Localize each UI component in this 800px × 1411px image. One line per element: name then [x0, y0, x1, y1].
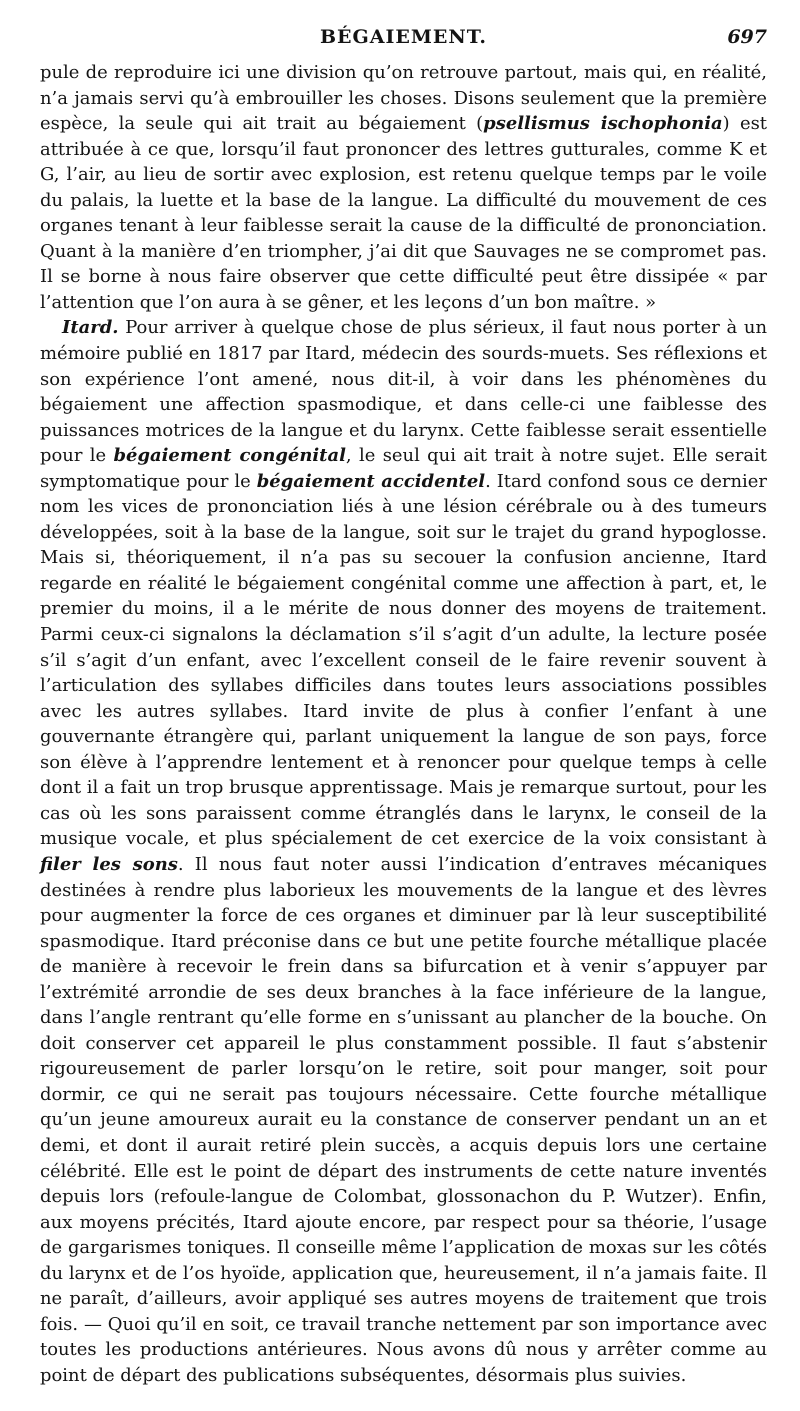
text-run: . Il nous faut noter aussi l’indication d’entraves mécaniques destinées à rendre plus laborieux les mouvements de la langue et des lèvres pour augmenter la force de ces organes et diminuer par là leur susceptibilité spasmodique. Itard préconise dans ce but une petite fourche métallique placée de manière à recevoir le frein dans sa bifurcation et à venir s’appuyer par l’extrémité arrondie de ses deux branches à la face inférieure de la langue, dans l’angle rentrant qu’elle forme en s’unissant au plancher de la bouche. On doit conserver cet appareil le plus constamment possible. Il faut s’abstenir rigoureusement de parler lorsqu’on le retire, soit pour manger, soit pour dormir, ce qui ne serait pas toujours nécessaire. Cette fourche métallique qu’un jeune amoureux aurait eu la constance de conserver pendant un an et demi, et dont il aurait retiré plein succès, a acquis depuis lors une certaine célébrité. Elle est le point de départ des instruments de cette nature inventés depuis lors (refoule-langue de Colombat, glossonachon du P. Wutzer). Enfin, aux moyens précités, Itard ajoute encore, par respect pour sa théorie, l’usage de gargarismes toniques. Il conseille même l’application de moxas sur les côtés du larynx et de l’os hyoïde, application que, heureusement, il n’a jamais faite. Il ne paraît, d’ailleurs, avoir appliqué ses autres moyens de traitement que trois fois. — Quoi qu’il en soit, ce travail tranche nettement par son importance avec toutes les productions antérieures. Nous avons dû nous y arrêter comme au point de départ des publications subséquentes, désormais plus suivies.	[40, 853, 767, 1386]
page-number: 697	[727, 26, 767, 48]
text-run: . Itard confond sous ce dernier nom les vices de prononciation liés à une lésion cérébrale ou à des tumeurs développées, soit à la base de la langue, soit sur le trajet du grand hypoglosse. Mais si, théoriquement, il n’a pas su secouer la confusion ancienne, Itard regarde en réalité le bégaiement congénital comme une affection à part, et, le premier du moins, il a le mérite de nous donner des moyens de traitement. Parmi ceux-ci signalons la déclamation s’il s’agit d’un adulte, la lecture posée s’il s’agit d’un enfant, avec l’excellent conseil de le faire revenir souvent à l’articulation des syllabes difficiles dans toutes leurs associations possibles avec les autres syllabes. Itard invite de plus à confier l’enfant à une gouvernante étrangère qui, parlant uniquement la langue de son pays, force son élève à l’apprendre lentement et à renoncer pour quelque temps à celle dont il a fait un trop brusque apprentissage. Mais je remarque surtout, pour les cas où les sons paraissent comme étranglés dans le larynx, le conseil de la musique vocale, et plus spécialement de cet exercice de la voix consistant à	[40, 470, 767, 850]
running-head	[40, 26, 767, 60]
italic-term: filer les sons	[40, 853, 178, 875]
paragraph-lead-name: Itard.	[62, 317, 119, 339]
italic-term: bégaiement congénital	[113, 445, 346, 467]
text-run: Pour arriver à quelque chose de plus sérieux, il faut nous porter à un mémoire publié en 1817 par Itard, médecin des sourds-muets. Ses réflexions et son expérience l’ont amené, nous dit-il, à voir dans les phénomènes du bégaiement une affection spasmodique, et dans celle-ci une faiblesse des puissances motrices de la langue et du larynx. Cette faiblesse serait essentielle pour le	[40, 317, 767, 467]
running-title: BÉGAIEMENT.	[319, 26, 488, 48]
italic-term: bégaiement accidentel	[256, 470, 486, 492]
italic-term: psellismus ischophonia	[483, 113, 723, 135]
text-run: , le seul qui ait trait à notre sujet. Elle serait symptomatique pour le	[40, 445, 767, 492]
text-run: ) est attribuée à ce que, lorsqu’il faut prononcer des lettres gutturales, comme K et G, l’air, au lieu de sortir avec explosion, est retenu quelque temps par le voile du palais, la luette et la base de la langue. La difficulté du mouvement de ces organes tenant à leur faiblesse serait la cause de la difficulté de prononciation. Quant à la manière d’en triompher, j’ai dit que Sauvages ne se compromet pas. Il se borne à nous faire observer que cette difficulté peut être dissipée « par l’attention que l’on aura à se gêner, et les leçons d’un bon maître. »	[40, 113, 767, 313]
paragraph-continuation	[40, 60, 767, 315]
text-run: pule de reproduire ici une division qu’on retrouve partout, mais qui, en réalité, n’a jamais servi qu’à embrouiller les choses. Disons seulement que la première espèce, la seule qui ait trait au bégaiement (	[40, 62, 767, 135]
book-page	[40, 26, 767, 1388]
body-text	[40, 60, 767, 1388]
paragraph-itard	[40, 315, 767, 1388]
